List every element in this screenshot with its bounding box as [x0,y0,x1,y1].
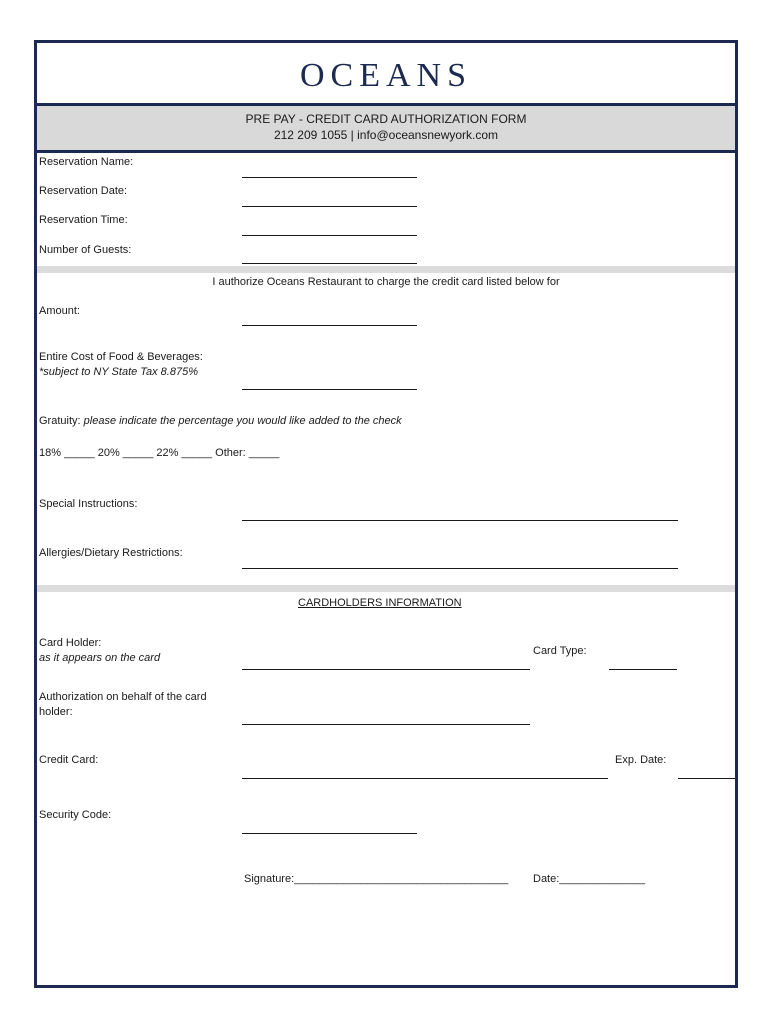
allergies-field[interactable] [242,568,678,569]
guests-label: Number of Guests: [39,244,132,256]
reservation-name-field[interactable] [242,177,417,178]
signature-date-field[interactable]: Date:______________ [533,873,645,885]
authorize-statement: I authorize Oceans Restaurant to charge the credit card listed below for [212,276,560,288]
reservation-name-label: Reservation Name: [39,156,134,168]
special-instructions-field[interactable] [242,520,678,521]
card-type-label: Card Type: [533,645,587,657]
allergies-label: Allergies/Dietary Restrictions: [39,547,183,559]
form-header [37,103,735,153]
contact-info: 212 209 1055 | info@oceansnewyork.com [273,128,499,142]
tax-note: *subject to NY State Tax 8.875% [39,366,198,378]
credit-card-field[interactable] [242,778,608,779]
entire-cost-field[interactable] [242,389,417,390]
signature-field[interactable]: Signature:___________________________________ [244,873,509,885]
card-holder-note: as it appears on the card [39,652,161,664]
security-code-label: Security Code: [39,809,112,821]
reservation-date-field[interactable] [242,206,417,207]
gratuity-row [39,415,402,427]
form-title: PRE PAY - CREDIT CARD AUTHORIZATION FORM [245,112,527,126]
reservation-time-label: Reservation Time: [39,214,128,226]
card-holder-label: Card Holder: [39,637,102,649]
cardholder-heading: CARDHOLDERS INFORMATION [298,597,462,609]
reservation-time-field[interactable] [242,235,417,236]
credit-card-label: Credit Card: [39,754,99,766]
form-frame [34,40,738,988]
security-code-field[interactable] [242,833,417,834]
brand-logo: OCEANS [299,57,473,94]
card-holder-field[interactable] [242,669,530,670]
gratuity-label: Gratuity: [39,415,81,427]
authorization-label-2: holder: [39,706,73,718]
guests-field[interactable] [242,263,417,264]
exp-date-label: Exp. Date: [615,754,667,766]
gratuity-options[interactable]: 18% _____ 20% _____ 22% _____ Other: _____ [39,447,280,459]
authorization-label-1: Authorization on behalf of the card [39,691,207,703]
reservation-date-label: Reservation Date: [39,185,128,197]
entire-cost-label: Entire Cost of Food & Beverages: [39,351,203,363]
card-type-field[interactable] [609,669,677,670]
gratuity-note: please indicate the percentage you would like added to the check [83,415,402,427]
section-divider [37,266,735,273]
authorization-field[interactable] [242,724,530,725]
special-instructions-label: Special Instructions: [39,498,138,510]
amount-label: Amount: [39,305,80,317]
amount-field[interactable] [242,325,417,326]
section-divider [37,585,735,592]
exp-date-field[interactable] [678,778,735,779]
